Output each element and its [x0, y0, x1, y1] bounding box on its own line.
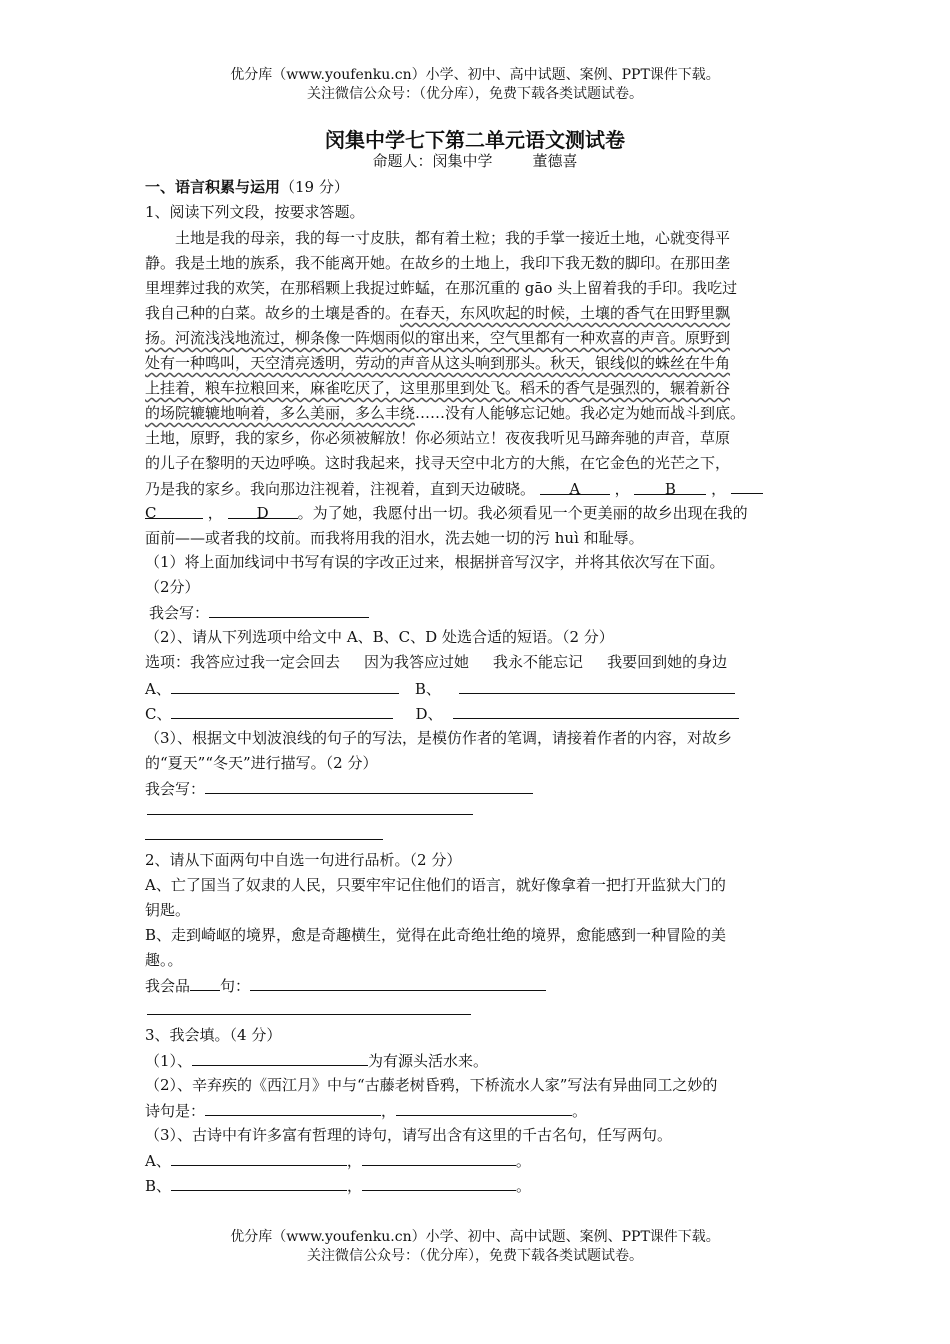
passage-line: 面前——或者我的坟前。而我将用我的泪水，洗去她一切的污 huì 和耻辱。	[145, 529, 644, 547]
q1-sub1: （1）将上面加线词中书写有误的字改正过来，根据拼音写汉字，并将其依次写在下面。	[145, 553, 725, 571]
page-title: 闵集中学七下第二单元语文测试卷	[325, 128, 625, 152]
site-footer-line1: 优分库（www.youfenku.cn）小学、初中、高中试题、案例、PPT课件下载。	[230, 1229, 720, 1245]
section1-title: 一、语言积累与运用	[145, 178, 281, 196]
answer-label: 我会写：	[149, 604, 210, 622]
passage-line	[145, 402, 745, 424]
byline-name: 董德喜	[532, 152, 578, 170]
sentence-choice-blank[interactable]	[190, 974, 220, 991]
answer-blank[interactable]	[205, 1099, 381, 1116]
answer-label: 我会品	[145, 977, 191, 995]
q1-sub3-cont: 的“夏天”“冬天”进行描写。（2 分）	[145, 754, 378, 772]
q1-sub1-points: （2分）	[145, 578, 200, 596]
q3-sub1-text: 为有源头活水来。	[368, 1052, 489, 1070]
q3-sub3: （3）、古诗中有许多富有哲理的诗句，请写出含有这里的千古名句，任写两句。	[145, 1126, 673, 1144]
q2-option-b-cont: 趣。。	[145, 951, 183, 969]
answer-blank[interactable]	[192, 1049, 368, 1066]
passage-line: 的儿子在黎明的天边呼唤。这时我起来，找寻天空中北方的大熊，在它金色的光芒之下，	[145, 454, 731, 472]
wavy-underlined-text: 在春天，东风吹起的时候，土壤的香气在田野里飘	[400, 304, 731, 322]
q1-prompt: 1、阅读下列文段，按要求答题。	[145, 203, 365, 221]
passage-line: 土地，原野，我的家乡，你必须被解放！你必须站立！夜夜我听见马蹄奔驰的声音，草原	[145, 429, 731, 447]
answer-b-label: B、	[414, 680, 441, 698]
options-row	[145, 651, 727, 673]
site-footer-line2: 关注微信公众号：（优分库），免费下载各类试题试卷。	[307, 1248, 643, 1264]
answer-line[interactable]	[147, 1014, 471, 1015]
q2-option-a-cont: 钥匙。	[145, 901, 191, 919]
q2-prompt: 2、请从下面两句中自选一句进行品析。（2 分）	[145, 851, 462, 869]
q1-sub1-answer	[149, 601, 369, 624]
answer-d-label: D、	[415, 705, 443, 723]
wavy-underlined-text: 的场院辘辘地响着，多么美丽，多么丰绕	[145, 404, 416, 422]
answer-c-label: C、	[145, 705, 172, 723]
period: 。	[572, 1102, 588, 1120]
passage-line: 土地是我的母亲，我的每一寸皮肤，都有着土粒；我的手掌一接近土地，心就变得平	[175, 229, 731, 247]
comma: ，	[614, 480, 630, 498]
passage-text: 我自己种的白菜。故乡的土壤是香的。	[145, 304, 401, 322]
answer-blank[interactable]	[209, 601, 369, 618]
options-label: 选项：	[145, 653, 191, 671]
answer-b-blank[interactable]	[459, 677, 735, 694]
blank-a[interactable]: A	[540, 478, 610, 495]
option-3: 我永不能忘记	[493, 653, 584, 671]
q3-sub1	[145, 1049, 488, 1072]
comma: ，	[711, 480, 727, 498]
passage-line	[145, 502, 748, 524]
q2-option-a: A、亡了国当了奴隶的人民，只要牢牢记住他们的语言，就好像拿着一把打开监狱大门的	[145, 876, 726, 894]
answer-a-label: A、	[145, 680, 171, 698]
passage-text: ……没有人能够忘记她。我必定为她而战斗到底。	[415, 404, 746, 422]
option-2: 因为我答应过她	[364, 653, 470, 671]
q1-sub2: （2）、请从下列选项中给文中 A、B、C、D 处选合适的短语。（2 分）	[145, 628, 614, 646]
answer-d-blank[interactable]	[453, 702, 739, 719]
answer-blank[interactable]	[396, 1099, 572, 1116]
answer-blank[interactable]	[362, 1174, 516, 1191]
period: 。	[515, 1152, 531, 1170]
q3-prompt: 3、我会填。（4 分）	[145, 1026, 282, 1044]
comma: ，	[347, 1177, 363, 1195]
byline-label: 命题人：闵集中学	[372, 152, 493, 170]
answer-line[interactable]	[147, 814, 473, 815]
comma: ，	[381, 1102, 397, 1120]
q3-sub2-answer	[145, 1099, 587, 1122]
answer-line[interactable]	[145, 839, 383, 840]
answer-blank[interactable]	[205, 777, 533, 794]
answer-blank[interactable]	[171, 1174, 347, 1191]
answer-row-ab	[145, 677, 735, 700]
comma: ，	[346, 1152, 362, 1170]
comma: ，	[207, 504, 223, 522]
passage-text: 。为了她，我愿付出一切。我必须看见一个更美丽的故乡出现在我的	[297, 504, 748, 522]
passage-line	[145, 477, 763, 500]
site-header-line2: 关注微信公众号：（优分库），免费下载各类试题试卷。	[307, 86, 643, 102]
option-1: 我答应过我一定会回去	[190, 653, 341, 671]
period: 。	[516, 1177, 532, 1195]
answer-c-blank[interactable]	[171, 702, 393, 719]
section1-heading	[145, 176, 349, 198]
answer-label: 诗句是：	[145, 1102, 206, 1120]
passage-line: 里埋葬过我的欢笑，在那稻颗上我捉过蚱蜢，在那沉重的 gāo 头上留着我的手印。我吃过	[145, 279, 738, 297]
wavy-underlined-line: 处有一种鸣叫，天空清亮透明，劳动的声音从这头响到那头。秋天，银线似的蛛丝在牛角	[145, 354, 731, 372]
wavy-underlined-line: 扬。河流浅浅地流过，柳条像一阵烟雨似的窜出来，空气里都有一种欢喜的声音。原野到	[145, 329, 731, 347]
q2-answer	[145, 974, 546, 997]
passage-line	[145, 302, 730, 324]
blank-c-start[interactable]	[731, 477, 763, 494]
answer-label: 我会写：	[145, 780, 206, 798]
answer-blank[interactable]	[250, 974, 546, 991]
answer-label-suffix: 句：	[220, 977, 251, 995]
passage-text: 乃是我的家乡。我向那边注视着，注视着，直到天边破晓。	[145, 480, 536, 498]
answer-blank[interactable]	[171, 1149, 347, 1166]
answer-a-label: A、	[145, 1152, 171, 1170]
site-header-line1: 优分库（www.youfenku.cn）小学、初中、高中试题、案例、PPT课件下载。	[230, 67, 720, 83]
blank-b[interactable]: B	[634, 478, 706, 495]
q3-answer-a	[145, 1149, 531, 1172]
answer-row-cd	[145, 702, 739, 725]
blank-d[interactable]: D	[228, 502, 298, 519]
q3-sub1-label: （1）、	[145, 1052, 193, 1070]
passage-line: 静。我是土地的族系，我不能离开她。在故乡的土地上，我印下我无数的脚印。在那田垄	[145, 254, 731, 272]
answer-a-blank[interactable]	[171, 677, 399, 694]
q1-sub3: （3）、根据文中划波浪线的句子的写法，是模仿作者的笔调，请接着作者的内容，对故乡	[145, 729, 733, 747]
q3-answer-b	[145, 1174, 531, 1197]
blank-c[interactable]: C	[145, 502, 203, 519]
q3-sub2: （2）、辛弃疾的《西江月》中与“古藤老树昏鸦，下桥流水人家”写法有异曲同工之妙的	[145, 1076, 718, 1094]
answer-b-label: B、	[145, 1177, 172, 1195]
byline	[0, 150, 950, 171]
q2-option-b: B、走到崎岖的境界，愈是奇趣横生，觉得在此奇绝壮绝的境界，愈能感到一种冒险的美	[145, 926, 727, 944]
answer-blank[interactable]	[362, 1149, 516, 1166]
wavy-underlined-line: 上挂着，粮车拉粮回来，麻雀吃厌了，这里那里到处飞。稻禾的香气是强烈的，辗着新谷	[145, 379, 731, 397]
option-4: 我要回到她的身边	[607, 653, 728, 671]
q1-sub3-answer	[145, 777, 533, 800]
section1-points: （19 分）	[280, 178, 349, 196]
